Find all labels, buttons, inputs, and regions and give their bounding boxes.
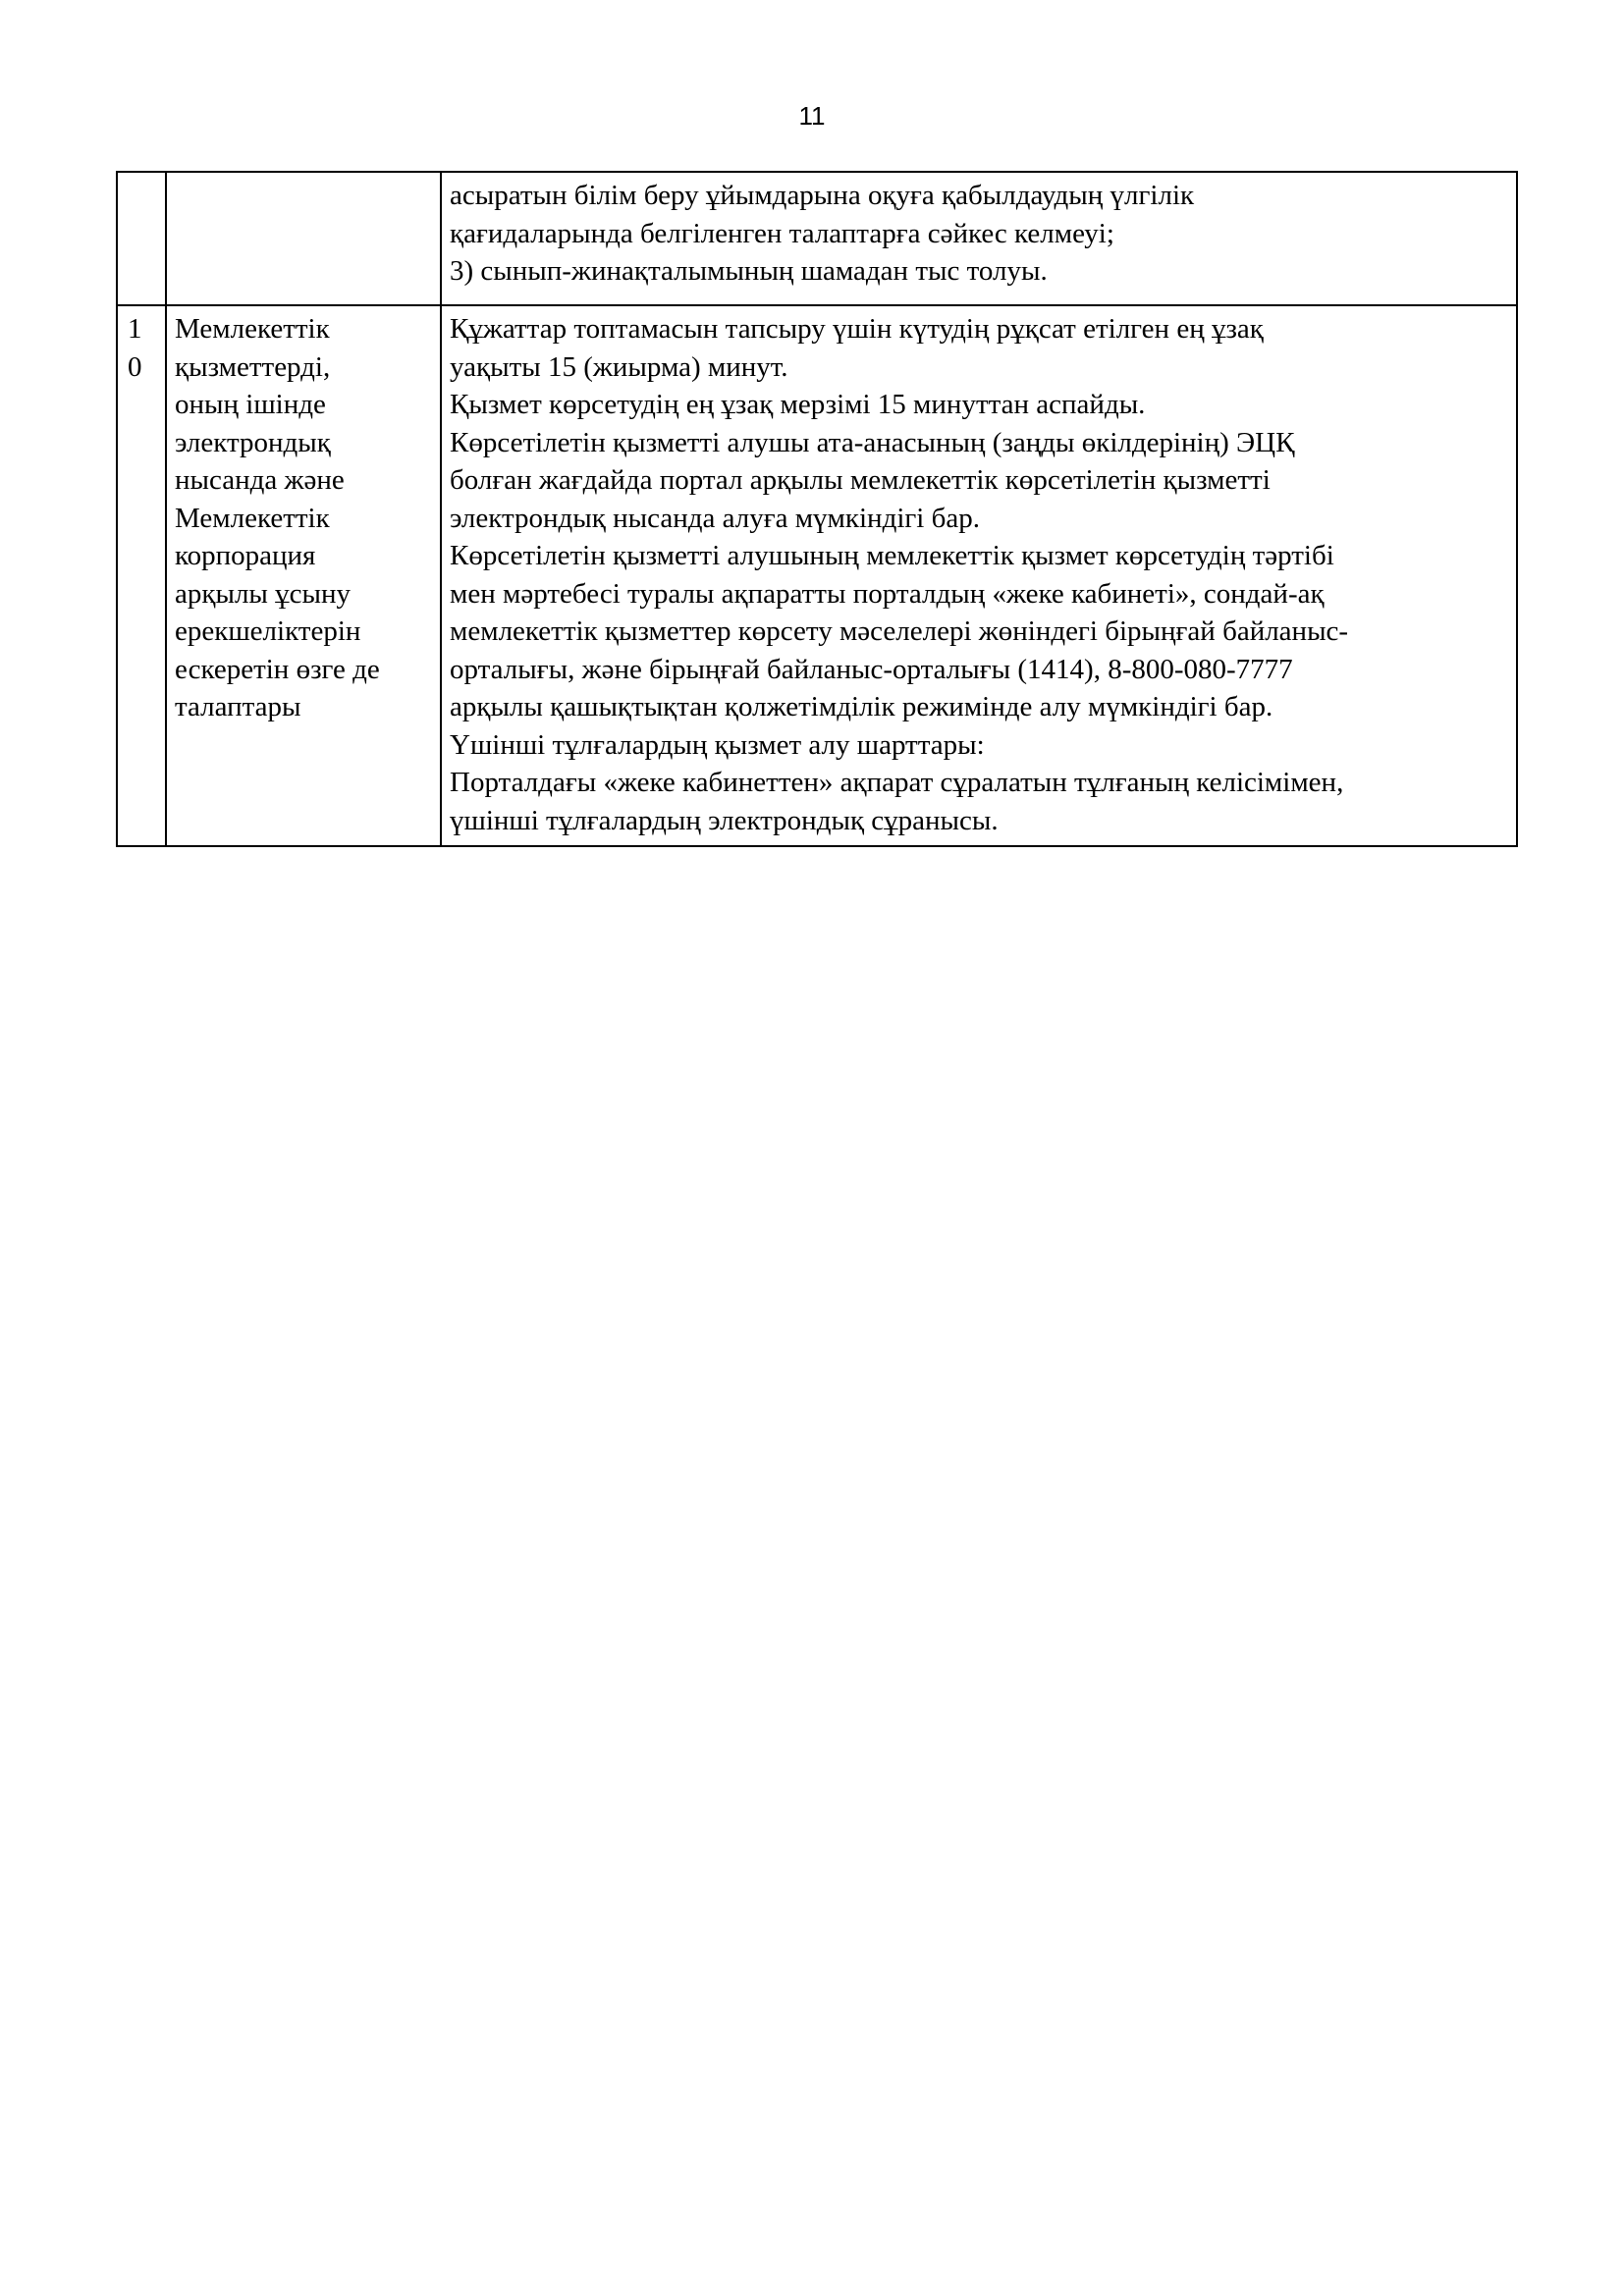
row-number-digit: 1 [128,313,142,345]
requirements-table [116,171,1518,847]
page-number: 11 [798,101,826,131]
text-line: Порталдағы «жеке кабинеттен» ақпарат сұралатын тұлғаның келісімімен, [450,767,1344,798]
label-line: қызметтерді, [175,350,331,383]
label-line: корпорация [175,540,316,571]
text-line: мемлекеттік қызметтер көрсету мәселелері жөніндегі бірыңғай байланыс- [450,615,1349,647]
row-number-digit: 0 [128,350,142,383]
row-number-cell [117,172,166,305]
label-line: Мемлекеттік [175,502,330,534]
text-line: уақыты 15 (жиырма) минут. [450,350,788,383]
table-row [117,172,1517,305]
label-line: нысанда және [175,464,345,496]
text-line: арқылы қашықтықтан қолжетімділік режимінде алу мүмкіндігі бар. [450,691,1273,722]
row-text-cell [441,172,1517,305]
row-label-cell [166,305,441,846]
label-line: талаптары [175,691,301,722]
table-row [117,305,1517,846]
text-line: үшінші тұлғалардың электрондық сұранысы. [450,804,999,836]
row-text-cell [441,305,1517,846]
row-number-cell [117,305,166,846]
label-line: Мемлекеттік [175,313,330,345]
text-line: Құжаттар топтамасын тапсыру үшін күтудің рұқсат етілген ең ұзақ [450,313,1264,345]
text-line: Үшінші тұлғалардың қызмет алу шарттары: [450,728,985,761]
text-line: қағидаларында белгіленген талаптарға сәйкес келмеуі; [450,217,1114,249]
label-line: ерекшеліктерін [175,615,361,647]
text-line: Қызмет көрсетудің ең ұзақ мерзімі 15 минуттан аспайды. [450,389,1146,420]
label-line: оның ішінде [175,389,326,420]
label-line: арқылы ұсыну [175,577,352,610]
text-line: орталығы, және бірыңғай байланыс-орталығы (1414), 8-800-080-7777 [450,653,1293,685]
text-line: асыратын білім беру ұйымдарына оқуға қабылдаудың үлгілік [450,180,1195,211]
label-line: ескеретін өзге де [175,653,380,685]
label-line: электрондық [175,426,331,458]
text-line: электрондық нысанда алуға мүмкіндігі бар. [450,502,980,534]
text-line: болған жағдайда портал арқылы мемлекеттік көрсетілетін қызметті [450,464,1271,496]
text-line: Көрсетілетін қызметті алушының мемлекеттік қызмет көрсетудің тәртібі [450,540,1334,571]
row-label-cell [166,172,441,305]
text-line: Көрсетілетін қызметті алушы ата-анасының (заңды өкілдерінің) ЭЦҚ [450,426,1295,458]
text-line: мен мәртебесі туралы ақпаратты порталдың «жеке кабинеті», сондай-ақ [450,577,1325,610]
text-line: 3) сынып-жинақталымының шамадан тыс толуы. [450,255,1048,287]
